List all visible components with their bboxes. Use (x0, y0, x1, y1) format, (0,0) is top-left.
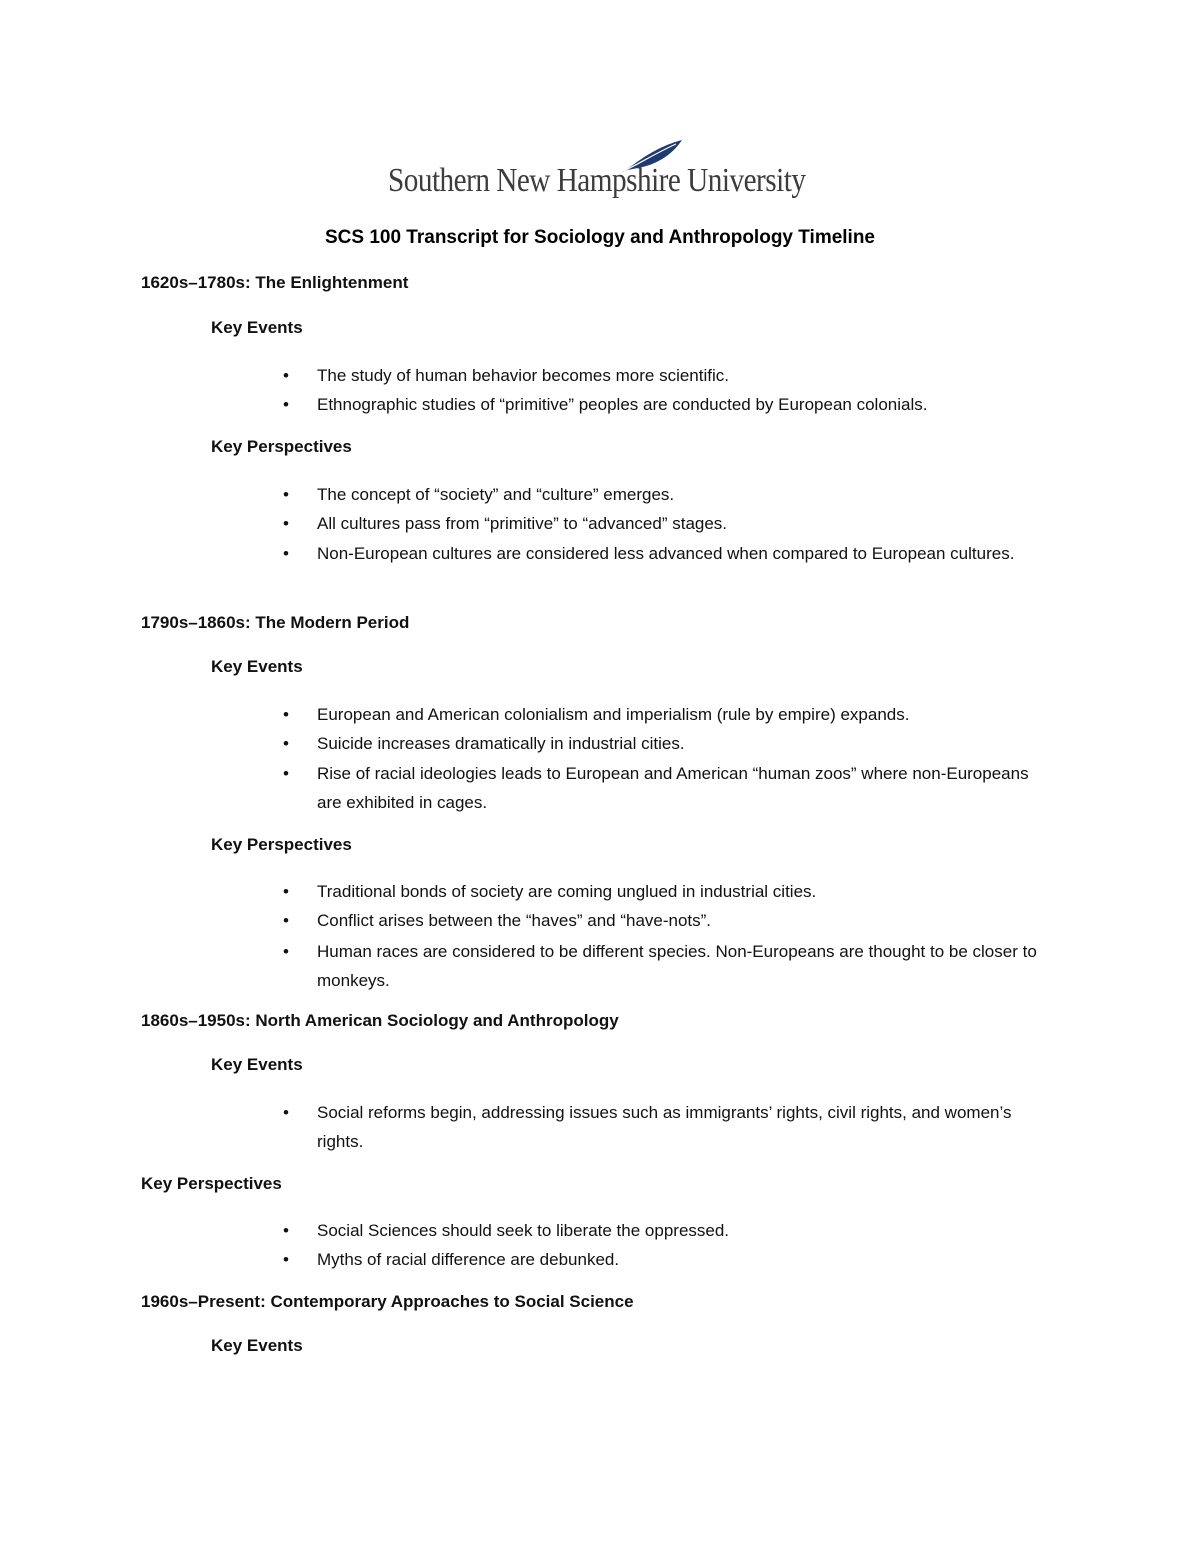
list-item: • Social Sciences should seek to liberate the oppressed. (283, 1216, 1063, 1245)
leaf-icon (616, 138, 686, 174)
era-heading-north-american: 1860s–1950s: North American Sociology and Anthropology (141, 1011, 619, 1030)
key-perspectives-label: Key Perspectives (211, 835, 352, 854)
list-item: • Myths of racial difference are debunked. (283, 1245, 1063, 1274)
key-events-label: Key Events (211, 318, 303, 337)
bullet-glyph: • (283, 764, 289, 783)
era-heading-contemporary: 1960s–Present: Contemporary Approaches to Social Science (141, 1292, 634, 1311)
key-perspectives-label: Key Perspectives (211, 437, 352, 456)
list-item: • Non-European cultures are considered less advanced when compared to European cultures. (283, 539, 1063, 597)
bullet-glyph: • (283, 485, 289, 504)
document-title: SCS 100 Transcript for Sociology and Anthropology Timeline (324, 227, 876, 248)
university-logo (388, 138, 818, 210)
bullet-glyph: • (283, 1250, 289, 1269)
bullet-glyph: • (283, 705, 289, 724)
era-heading-enlightenment: 1620s–1780s: The Enlightenment (141, 273, 409, 292)
list-item: • Traditional bonds of society are coming unglued in industrial cities. (283, 877, 1063, 906)
list-item: • Rise of racial ideologies leads to European and American “human zoos” where non-Europeans are exhibited in cages. (283, 759, 1063, 817)
bullet-glyph: • (283, 395, 289, 414)
list-item: • Social reforms begin, addressing issues such as immigrants’ rights, civil rights, and women’s rights. (283, 1098, 1063, 1156)
bullet-glyph: • (283, 1221, 289, 1240)
key-events-label: Key Events (211, 1055, 303, 1074)
bullet-glyph: • (283, 882, 289, 901)
list-item: • The study of human behavior becomes more scientific. (283, 361, 1063, 390)
bullet-glyph: • (283, 514, 289, 533)
list-item: • Suicide increases dramatically in industrial cities. (283, 729, 1063, 758)
list-item: • Human races are considered to be different species. Non-Europeans are thought to be closer to monkeys. (283, 937, 1063, 995)
era-heading-modern-period: 1790s–1860s: The Modern Period (141, 613, 410, 632)
list-item: • All cultures pass from “primitive” to “advanced” stages. (283, 509, 1063, 538)
list-item: • Conflict arises between the “haves” and “have-nots”. (283, 906, 1063, 935)
logo-wordmark: Southern New Hampshire University (388, 162, 806, 199)
bullet-glyph: • (283, 366, 289, 385)
key-events-label: Key Events (211, 1336, 303, 1355)
bullet-glyph: • (283, 1103, 289, 1122)
key-events-label: Key Events (211, 657, 303, 676)
bullet-glyph: • (283, 734, 289, 753)
list-item: • Ethnographic studies of “primitive” peoples are conducted by European colonials. (283, 390, 1063, 419)
bullet-glyph: • (283, 911, 289, 930)
list-item: • The concept of “society” and “culture” emerges. (283, 480, 1063, 509)
list-item: • European and American colonialism and imperialism (rule by empire) expands. (283, 700, 1063, 729)
bullet-glyph: • (283, 942, 289, 961)
bullet-glyph: • (283, 544, 289, 563)
key-perspectives-label: Key Perspectives (141, 1174, 282, 1193)
